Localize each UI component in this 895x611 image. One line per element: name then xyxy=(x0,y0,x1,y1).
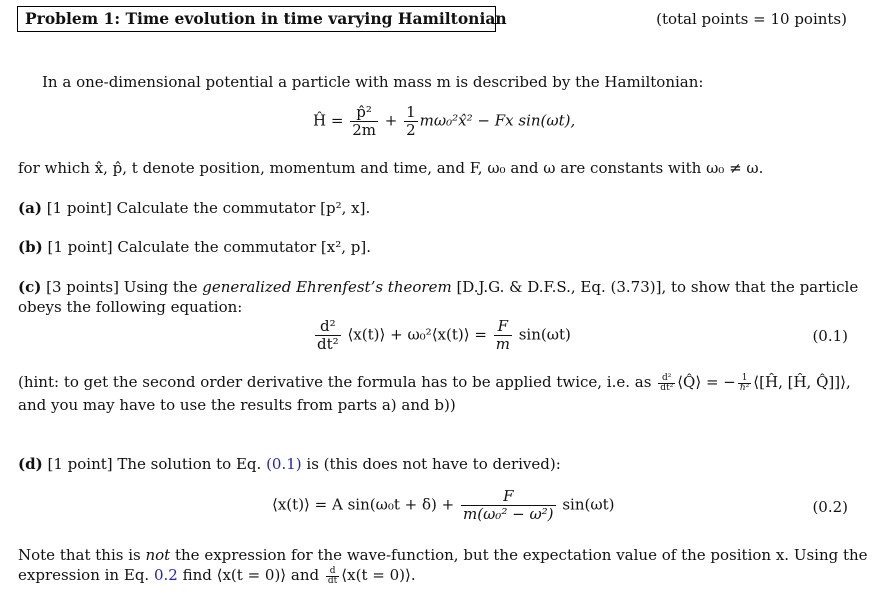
note-text-italic: not xyxy=(145,546,171,564)
f-over-m-fraction: $\frac{F}{m}$ xyxy=(495,317,510,353)
note-text-pre: Note that this is xyxy=(18,546,146,564)
equation-0-2 xyxy=(272,488,614,523)
part-d-label: (d) xyxy=(18,455,43,473)
intro-text: In a one-dimensional potential a particle with mass m is described by the Hamiltonian: xyxy=(42,73,704,91)
hint-hbar-fraction: $\frac{1}{\text{ℏ²}}$ xyxy=(739,372,750,393)
part-b xyxy=(18,237,371,257)
p-squared-over-2m: $\frac{\text{p̂²}}{2m}$ xyxy=(352,103,376,139)
equation-0-1-end: sin(ωt) xyxy=(518,325,571,344)
definitions-text: for which x̂, p̂, t denote position, momentum and time, and F, ω₀ and ω are constants with ω₀ ≠ ω. xyxy=(18,159,764,177)
part-c-text-post: [D.J.G. & D.F.S., Eq. (3.73)], to show that the particle xyxy=(451,278,859,296)
part-c-hint-line2: and you may have to use the results from parts a) and b)) xyxy=(18,396,456,414)
part-c-text-pre: [3 points] Using the xyxy=(46,278,203,296)
part-d-note xyxy=(18,545,868,565)
equation-0-2-fraction: $\frac{F}{\text{m(ω₀² − ω²)}}$ xyxy=(463,487,554,523)
total-points: (total points = 10 points) xyxy=(656,10,847,28)
part-b-label: (b) xyxy=(18,238,43,256)
equation-0-2-end: sin(ωt) xyxy=(562,495,615,514)
equation-0-2-lhs: ⟨x(t)⟩ = A sin(ω₀t + δ) + xyxy=(272,495,455,514)
one-half-fraction: $\frac{1}{2}$ xyxy=(406,103,416,139)
equation-number-0-1: (0.1) xyxy=(812,327,848,345)
part-c-line2: obeys the following equation: xyxy=(18,298,243,316)
hint-text: (hint: to get the second order derivative the formula has to be applied twice, i.e. as xyxy=(18,373,657,391)
part-a xyxy=(18,198,370,218)
part-d-text-post: is (this does not have to derived): xyxy=(301,455,561,473)
equation-number-0-2: (0.2) xyxy=(812,498,848,516)
part-c-line1 xyxy=(18,277,858,297)
hamiltonian-equation xyxy=(313,104,575,139)
part-c-hint xyxy=(18,372,851,393)
first-derivative-fraction: $\frac{d}{dt}$ xyxy=(327,565,338,586)
part-d-line2 xyxy=(18,565,416,586)
equation-ref-0-2[interactable]: 0.2 xyxy=(153,566,178,584)
part-c-label: (c) xyxy=(18,278,42,296)
part-d-line2-end: ⟨x(t = 0)⟩. xyxy=(341,566,416,584)
part-d-line2-pre: expression in Eq. xyxy=(18,566,154,584)
hint-commutator: ⟨[Ĥ, [Ĥ, Q̂]]⟩, xyxy=(753,373,851,391)
equation-0-1 xyxy=(313,318,571,353)
equation-0-1-mid: ⟨x(t)⟩ + ω₀²⟨x(t)⟩ = xyxy=(347,325,487,344)
hint-expectation-q: ⟨Q̂⟩ = − xyxy=(677,373,736,391)
part-d-line2-mid: find ⟨x(t = 0)⟩ and xyxy=(177,566,324,584)
problem-title: Problem 1: Time evolution in time varying Hamiltonian xyxy=(17,6,496,32)
plus-sign: + xyxy=(384,111,398,130)
part-a-label: (a) xyxy=(18,199,42,217)
part-d-text-pre: [1 point] The solution to Eq. xyxy=(47,455,267,473)
ehrenfest-theorem-text: generalized Ehrenfest’s theorem xyxy=(202,278,452,296)
part-b-text: [1 point] Calculate the commutator [x², p]. xyxy=(47,238,371,256)
hamiltonian-rest: mω₀²x̂² − Fx sin(ωt), xyxy=(419,111,576,130)
hamiltonian-lhs: Ĥ = xyxy=(313,111,344,130)
equation-ref-0-1[interactable]: (0.1) xyxy=(266,455,302,473)
note-text-post: the expression for the wave-function, but the expectation value of the position x. Using the xyxy=(170,546,868,564)
hint-second-derivative: $\frac{\text{d²}}{\text{dt²}}$ xyxy=(660,372,674,393)
part-d-line1 xyxy=(18,454,561,474)
part-a-text: [1 point] Calculate the commutator [p², x]. xyxy=(46,199,371,217)
second-derivative-fraction: $\frac{\text{d²}}{\text{dt²}}$ xyxy=(317,317,339,353)
